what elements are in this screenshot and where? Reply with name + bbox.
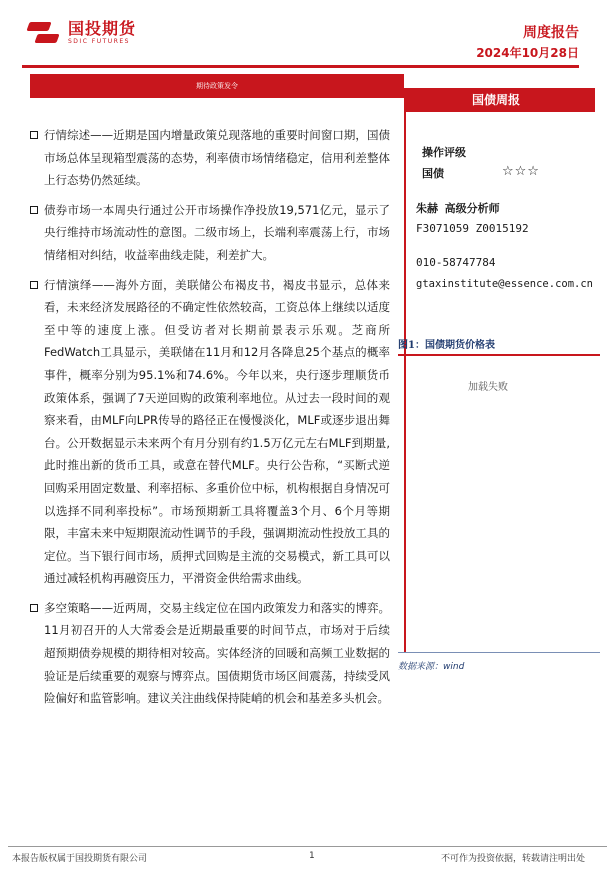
- data-source: 数据来源：wind: [398, 662, 465, 672]
- section-banner: 国债周报: [404, 88, 595, 112]
- paragraph-strategy: [30, 597, 390, 710]
- footer-divider: [8, 846, 607, 847]
- paragraph-summary: [30, 124, 390, 192]
- bullet-icon: [30, 604, 38, 612]
- bullet-icon: [30, 206, 38, 214]
- analyst-certificate: F3071059 Z0015192: [416, 222, 529, 235]
- figure-title: 图1：国债期货价格表: [398, 340, 495, 351]
- rating-item: 国债: [422, 167, 444, 180]
- report-type: 周度报告: [523, 25, 579, 41]
- logo-name: 国投期货: [68, 19, 137, 38]
- footer-disclaimer: 不可作为投资依据，转载请注明出处: [440, 854, 585, 864]
- paragraph-market-review: [30, 274, 390, 590]
- rating-label: 操作评级: [422, 146, 466, 159]
- analyst-phone: 010-58747784: [416, 256, 496, 269]
- logo-icon: [28, 20, 62, 46]
- paragraph-bond-market: [30, 199, 390, 267]
- logo-english: SDIC FUTURES: [68, 38, 130, 45]
- source-divider: [398, 652, 600, 653]
- rating-stars-icon: ☆☆☆: [502, 164, 540, 179]
- analyst-name: 朱赫 高级分析师: [416, 202, 500, 215]
- header-divider: [22, 65, 579, 68]
- column-divider: [404, 98, 406, 653]
- paragraph-text: 行情演绎——海外方面，美联储公布褐皮书，褐皮书显示，总体来看，未来经济发展路径的不确定性依然较高，工资总体上继续以适度至中等的速度上涨。但受访者对长期前景表示乐观。芝商所FedWatch工具显示，美联储在11月和12月各降息25个基点的概率事件，概率分别为95.1%和74.6%。今年以来，央行逐步理顺货币政策体系，强调了7天逆回购的政策利率地位。从过去一段时间的观察来看，由MLF向LPR传导的路径正在慢慢淡化，MLF或逐步退出舞台。公开数据显示未来两个有月分别有约1.5万亿元左右MLF到期量,此时推出新的货币工具，或意在替代MLF。央行公告称，“买断式逆回购采用固定数量、利率招标、多重价位中标，机构根据自身情况可以选择不同利率投标”。市场预期新工具将覆盖3个月、6个月等期限，丰富未来中短期限流动性调节的手段，强调期流动性投放工具的定位。当下银行间市场，质押式回购是主流的交易模式，新工具可以通过减轻机构再融资压力，平滑资金供给需求曲线。: [44, 277, 390, 586]
- page-number: 1: [309, 851, 315, 861]
- figure-divider: [398, 354, 600, 356]
- paragraph-text: 多空策略——近两周，交易主线定位在国内政策发力和落实的博弈。11月初召开的人大常委会是近期最重要的时间节点，市场对于后续超预期债券规模的期待相对较高。实体经济的回暖和高频工业数据的验证是后续重要的观察与博弈点。国债期货市场区间震荡，持续受风险偏好和监管影响。建议关注曲线保持陡峭的机会和基差多头机会。: [44, 600, 390, 706]
- report-date: 2024年10月28日: [476, 46, 579, 60]
- main-content: [30, 124, 390, 717]
- paragraph-text: 债券市场一本周央行通过公开市场操作净投放19,571亿元，显示了央行维持市场流动性的意图。二级市场上，长端利率震荡上行，市场情绪相对纠结，收益率曲线走陡，利差扩大。: [44, 202, 390, 262]
- headline-banner: 期待政策发令: [30, 74, 404, 98]
- footer-copyright: 本报告版权属于国投期货有限公司: [12, 854, 148, 864]
- figure-placeholder: 加载失败: [468, 382, 508, 393]
- bullet-icon: [30, 131, 38, 139]
- analyst-email: gtaxinstitute@essence.com.cn: [416, 278, 594, 290]
- paragraph-text: 行情综述——近期是国内增量政策兑现落地的重要时间窗口期，国债市场总体呈现箱型震荡的态势，利率债市场情绪稳定，信用利差整体上行态势仍然延续。: [44, 128, 390, 188]
- company-logo: [28, 20, 136, 46]
- bullet-icon: [30, 281, 38, 289]
